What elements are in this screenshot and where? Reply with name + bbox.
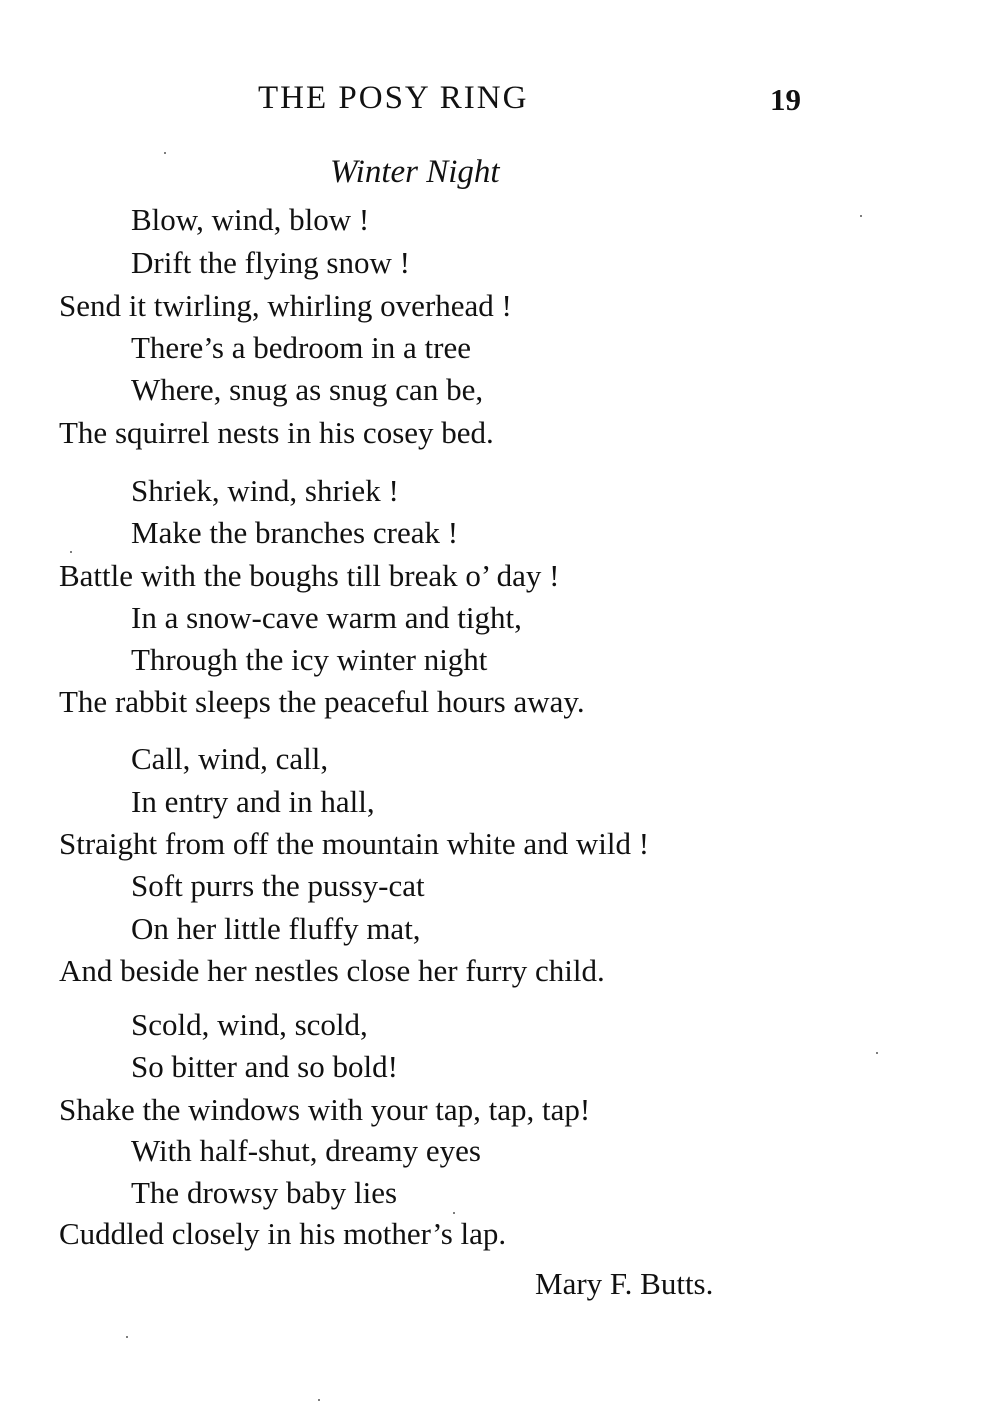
poem-line: Cuddled closely in his mother’s lap.	[59, 1216, 507, 1251]
poem-line: With half-shut, dreamy eyes	[131, 1133, 481, 1168]
scan-speck	[453, 1212, 455, 1214]
scan-speck	[876, 1052, 878, 1054]
scan-speck	[126, 1336, 128, 1338]
scan-speck	[164, 152, 166, 154]
poem-line: There’s a bedroom in a tree	[131, 330, 471, 365]
poem-line: The drowsy baby lies	[131, 1175, 398, 1210]
poem-author: Mary F. Butts.	[535, 1266, 714, 1301]
poem-line: Call, wind, call,	[131, 741, 329, 776]
scan-speck	[860, 215, 862, 217]
poem-line: Where, snug as snug can be,	[131, 372, 484, 407]
poem-line: Straight from off the mountain white and wild !	[59, 826, 650, 861]
poem-line: On her little fluffy mat,	[131, 911, 421, 946]
poem-title: Winter Night	[330, 154, 500, 190]
poem-line: The rabbit sleeps the peaceful hours away.	[59, 684, 585, 719]
poem-line: Shake the windows with your tap, tap, tap!	[59, 1092, 591, 1127]
poem-line: Shriek, wind, shriek !	[131, 473, 399, 508]
poem-line: The squirrel nests in his cosey bed.	[59, 415, 494, 450]
poem-line: Send it twirling, whirling overhead !	[59, 288, 512, 323]
poem-line: Battle with the boughs till break o’ day !	[59, 558, 560, 593]
poem-line: So bitter and so bold!	[131, 1049, 398, 1084]
poem-line: Drift the flying snow !	[131, 245, 410, 280]
poem-line: And beside her nestles close her furry child.	[59, 953, 605, 988]
poem-line: Soft purrs the pussy-cat	[131, 868, 425, 903]
poem-line: In entry and in hall,	[131, 784, 375, 819]
page-number: 19	[770, 82, 801, 117]
running-title: THE POSY RING	[258, 80, 529, 116]
poem-line: Blow, wind, blow !	[131, 202, 370, 237]
poem-line: In a snow-cave warm and tight,	[131, 600, 522, 635]
poem-line: Make the branches creak !	[131, 515, 459, 550]
poem-line: Through the icy winter night	[131, 642, 488, 677]
poem-line: Scold, wind, scold,	[131, 1007, 368, 1042]
scan-speck	[70, 551, 72, 553]
scan-speck	[318, 1399, 320, 1401]
